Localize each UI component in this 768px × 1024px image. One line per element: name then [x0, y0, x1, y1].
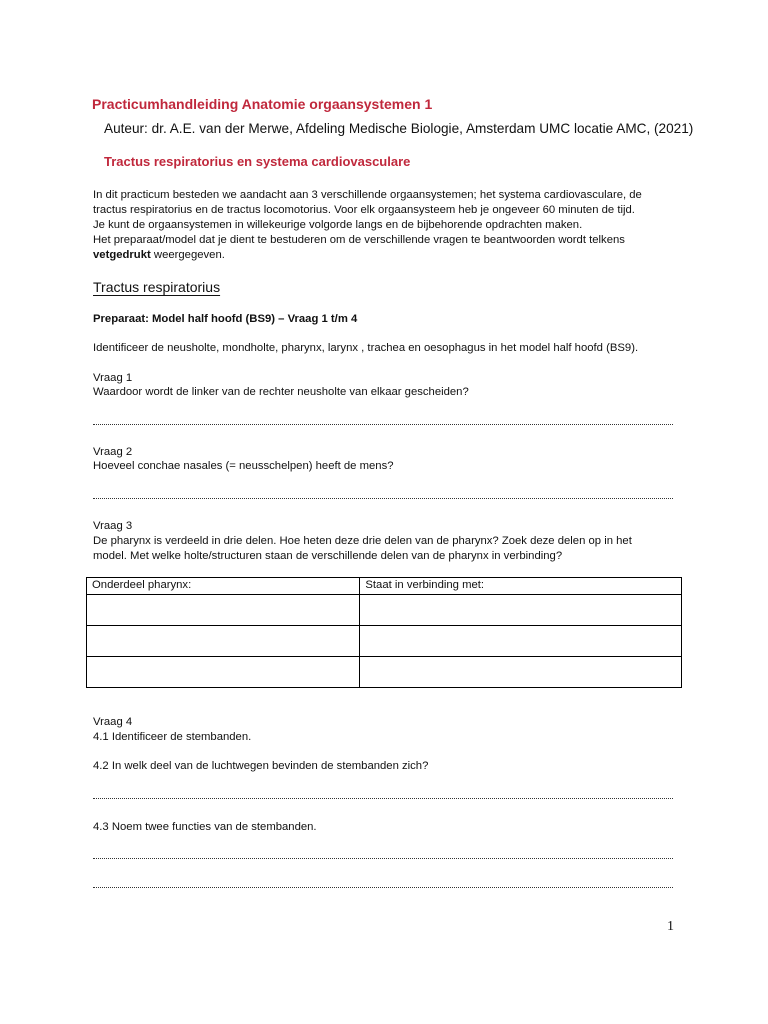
table-row	[87, 595, 682, 626]
table-header-col2: Staat in verbinding met:	[360, 578, 682, 595]
section-heading: Tractus respiratorius	[93, 279, 221, 295]
answer-line-4-3b[interactable]	[93, 887, 673, 888]
question-2-text: Hoeveel conchae nasales (= neusschelpen) heeft de mens?	[93, 460, 394, 472]
page-number: 1	[667, 919, 674, 934]
author-line: Auteur: dr. A.E. van der Merwe, Afdeling Medische Biologie, Amsterdam UMC locatie AMC, (2021)	[104, 121, 694, 136]
intro-line-4: Het preparaat/model dat je dient te bestuderen om de verschillende vragen te beantwoorden wordt telkens	[93, 234, 625, 246]
answer-line-4-3a[interactable]	[93, 858, 673, 859]
table-cell[interactable]	[87, 657, 360, 688]
table-header-row	[87, 578, 682, 595]
table-cell[interactable]	[360, 595, 682, 626]
question-3-label: Vraag 3	[93, 520, 133, 532]
table-cell[interactable]	[87, 626, 360, 657]
intro-line-3: Je kunt de orgaansystemen in willekeurige volgorde langs en de bijbehorende opdrachten maken.	[93, 219, 583, 231]
section-subtitle: Tractus respiratorius en systema cardiovasculare	[104, 154, 411, 169]
table-cell[interactable]	[360, 657, 682, 688]
question-4-2: 4.2 In welk deel van de luchtwegen bevinden de stembanden zich?	[93, 760, 429, 772]
intro-line-2: tractus respiratorius en de tractus locomotorius. Voor elk orgaansysteem heb je ongeveer 60 minuten de tijd.	[93, 204, 635, 216]
question-3-line-1: De pharynx is verdeeld in drie delen. Hoe heten deze drie delen van de pharynx? Zoek deze delen op in het	[93, 535, 632, 547]
question-4-1: 4.1 Identificeer de stembanden.	[93, 731, 252, 743]
intro-line-5-rest: weergegeven.	[150, 249, 225, 261]
question-4-3: 4.3 Noem twee functies van de stembanden.	[93, 821, 317, 833]
pharynx-table	[86, 577, 682, 688]
answer-line-4-2[interactable]	[93, 798, 673, 799]
question-1-label: Vraag 1	[93, 372, 133, 384]
intro-line-1: In dit practicum besteden we aandacht aan 3 verschillende orgaansystemen; het systema cardiovasculare, de	[93, 189, 642, 201]
question-2-label: Vraag 2	[93, 446, 133, 458]
table-header-col1: Onderdeel pharynx:	[87, 578, 360, 595]
instruction-text: Identificeer de neusholte, mondholte, pharynx, larynx , trachea en oesophagus in het model half hoofd (BS9).	[93, 342, 639, 354]
answer-line-2[interactable]	[93, 498, 673, 499]
table-row	[87, 626, 682, 657]
question-3-line-2: model. Met welke holte/structuren staan de verschillende delen van de pharynx in verbinding?	[93, 550, 563, 562]
answer-line-1[interactable]	[93, 424, 673, 425]
intro-line-5	[93, 248, 225, 263]
document-title: Practicumhandleiding Anatomie orgaansystemen 1	[92, 96, 433, 112]
table-cell[interactable]	[360, 626, 682, 657]
table-row	[87, 657, 682, 688]
question-1-text: Waardoor wordt de linker van de rechter neusholte van elkaar gescheiden?	[93, 386, 469, 398]
preparaat-label: Preparaat: Model half hoofd (BS9) – Vraag 1 t/m 4	[93, 313, 358, 325]
bold-keyword: vetgedrukt	[93, 249, 151, 261]
question-4-label: Vraag 4	[93, 716, 133, 728]
table-cell[interactable]	[87, 595, 360, 626]
